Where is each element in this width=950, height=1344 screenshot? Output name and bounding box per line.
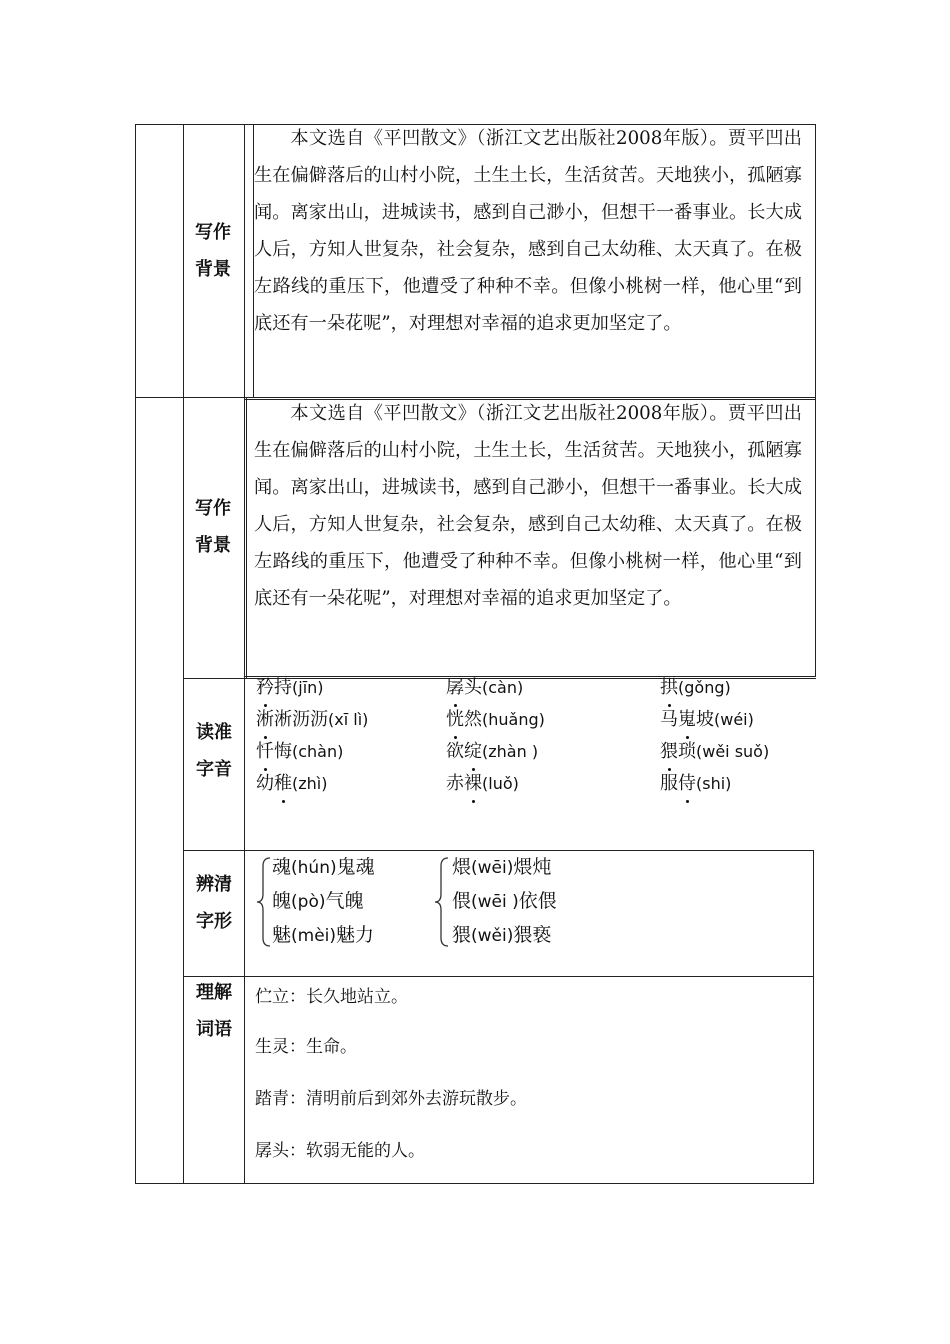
- pinyin: (xī lì): [328, 710, 369, 729]
- background-paragraph-2: 本文选自《平凹散文》（浙江文艺出版社2008年版）。贾平凹出生在偏僻落后的山村小院，土生土长，生活贫苦。天地狭小，孤陋寡闻。离家出山，进城读书，感到自己渺小，但想干一番事业。长大成人后，方知人世复杂，社会复杂，感到自己太幼稚、太天真了。在极左路线的重压下，他遭受了种种不幸。但像小桃树一样，他心里“到底还有一朵花呢”，对理想对幸福的追求更加坚定了。: [254, 403, 802, 609]
- vocabulary-label: 理解 词语: [196, 982, 232, 1040]
- word-text: 然: [464, 709, 482, 730]
- dotted-char: 猥: [660, 736, 678, 768]
- shape-char: 魅: [272, 924, 292, 946]
- word-text: 服: [660, 773, 678, 794]
- word-text: 马: [660, 709, 678, 730]
- pinyin: (huǎng): [482, 710, 545, 729]
- dotted-char: 孱: [446, 672, 464, 704]
- shape-entry: [452, 919, 551, 952]
- pronunciation-label: 读准 字音: [196, 722, 232, 780]
- shape-entry: [452, 885, 557, 918]
- table-border-right-3: [813, 850, 814, 1183]
- pronunciation-word: [446, 704, 545, 736]
- dotted-char: 忏: [256, 736, 274, 768]
- word-text: 琐: [678, 741, 696, 762]
- shape-entry: [272, 885, 364, 918]
- dotted-char: 淅: [256, 704, 274, 736]
- background-label-1: 写作 背景: [195, 222, 231, 280]
- dotted-char: 裸: [464, 768, 482, 800]
- pronunciation-word: [256, 768, 327, 800]
- pinyin: (luǒ): [482, 774, 519, 793]
- vocab-item: 孱头：软弱无能的人。: [255, 1141, 425, 1161]
- row-divider-4: [184, 976, 814, 977]
- pronunciation-word: [660, 704, 754, 736]
- dotted-char: 稚: [274, 768, 292, 800]
- dotted-char: 绽: [464, 736, 482, 768]
- table-border-left-1: [135, 124, 136, 397]
- shape-word: 猥亵: [513, 924, 552, 946]
- pinyin: (wéi): [714, 710, 754, 729]
- dotted-char: 恍: [446, 704, 464, 736]
- vocab-item: 伫立：长久地站立。: [255, 987, 408, 1007]
- word-text: 坡: [696, 709, 714, 730]
- inner-col-divider-2b: [246, 398, 247, 678]
- pinyin: (jīn): [292, 678, 324, 697]
- pronunciation-word: [660, 736, 769, 768]
- left-brace-icon: [256, 856, 272, 948]
- word-text: 欲: [446, 741, 464, 762]
- table-bottom-border: [135, 1183, 814, 1184]
- shape-char: 魂: [272, 856, 292, 878]
- shape-char: 魄: [272, 890, 292, 912]
- vocab-item: 踏青：清明前后到郊外去游玩散步。: [255, 1089, 527, 1109]
- shape-entry: [452, 851, 551, 884]
- dotted-char: 嵬: [678, 704, 696, 736]
- shape-entry: [272, 919, 374, 952]
- pronunciation-word: [256, 672, 324, 704]
- pronunciation-word: [660, 672, 731, 704]
- shape-entry: [272, 851, 375, 884]
- table-border-right-1: [815, 124, 816, 397]
- pinyin: (hún): [291, 858, 337, 878]
- pinyin: (pò): [291, 892, 326, 912]
- word-text: 头: [464, 677, 482, 698]
- pinyin: (wēi): [471, 858, 514, 878]
- shape-char: 偎: [452, 890, 472, 912]
- table-col-divider-2: [244, 124, 245, 1183]
- shape-word: 魅力: [336, 924, 375, 946]
- pinyin: (shi): [696, 774, 732, 793]
- dotted-char: 侍: [678, 768, 696, 800]
- vocab-item: 生灵：生命。: [255, 1037, 357, 1057]
- background-paragraph-1: 本文选自《平凹散文》（浙江文艺出版社2008年版）。贾平凹出生在偏僻落后的山村小院，土生土长，生活贫苦。天地狭小，孤陋寡闻。离家出山，进城读书，感到自己渺小，但想干一番事业。长大成人后，方知人世复杂，社会复杂，感到自己太幼稚、太天真了。在极左路线的重压下，他遭受了种种不幸。但像小桃树一样，他心里“到底还有一朵花呢”，对理想对幸福的追求更加坚定了。: [254, 128, 802, 334]
- left-brace-icon-2: [434, 856, 450, 948]
- word-text: 悔: [274, 741, 292, 762]
- pronunciation-word: [256, 736, 343, 768]
- pinyin: (càn): [482, 678, 524, 697]
- pronunciation-word: [660, 768, 731, 800]
- word-text: 持: [274, 677, 292, 698]
- pinyin: (wēi ): [471, 892, 519, 912]
- shape-word: 气魄: [325, 890, 364, 912]
- dotted-char: 矜: [256, 672, 274, 704]
- shape-word: 依偎: [518, 890, 557, 912]
- pronunciation-word: [446, 672, 523, 704]
- shape-word: 鬼魂: [336, 856, 375, 878]
- pinyin: (mèi): [291, 926, 337, 946]
- pinyin: (wěi): [471, 926, 514, 946]
- dotted-char: 拱: [660, 672, 678, 704]
- pinyin: (chàn): [292, 742, 344, 761]
- pronunciation-word: [446, 768, 519, 800]
- shape-char: 猥: [452, 924, 472, 946]
- word-text: 幼: [256, 773, 274, 794]
- shape-word: 煨炖: [513, 856, 552, 878]
- pronunciation-word: [446, 736, 538, 768]
- table-border-right-2: [815, 398, 816, 676]
- shape-char: 煨: [452, 856, 472, 878]
- word-text: 淅沥沥: [274, 709, 328, 730]
- table-border-left-2: [135, 398, 136, 1183]
- pinyin: (zhì): [292, 774, 328, 793]
- shapes-label: 辨清 字形: [196, 874, 232, 932]
- pinyin: (zhàn ): [482, 742, 539, 761]
- pinyin: (wěi suǒ): [696, 742, 770, 761]
- background-label-2: 写作 背景: [195, 498, 231, 556]
- pinyin: (gǒng): [678, 678, 731, 697]
- pronunciation-word: [256, 704, 368, 736]
- word-text: 赤: [446, 773, 464, 794]
